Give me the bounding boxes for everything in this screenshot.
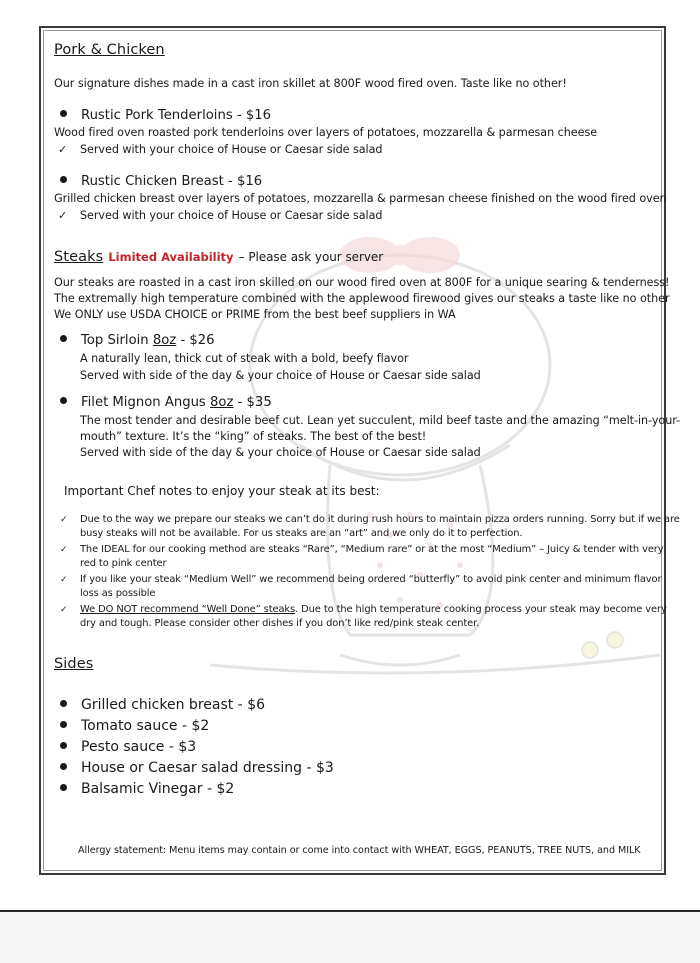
chef-note-text: The IDEAL for our cooking method are steaks “Rare”, “Medium rare” or at the most “Medium” – Juicy & tender with very [80, 544, 664, 555]
menu-item-desc: A naturally lean, thick cut of steak with a bold, beefy flavor [80, 352, 409, 365]
menu-item-pork [60, 108, 271, 123]
menu-item-chicken [60, 174, 262, 189]
menu-item-serve: Served with side of the day & your choice of House or Caesar side salad [80, 446, 481, 459]
checkmark-icon: ✓ [60, 605, 68, 615]
menu-item-note-text: Served with your choice of House or Caesar side salad [80, 209, 383, 222]
chef-notes-heading: Important Chef notes to enjoy your steak at its best: [64, 484, 380, 498]
menu-item-weight: 8oz [210, 395, 234, 410]
menu-item-price: - $35 [233, 395, 272, 410]
section-heading-steaks: Steaks [54, 249, 104, 265]
ask-server-text: – Please ask your server [238, 250, 384, 264]
bullet-icon [60, 176, 67, 183]
checkmark-icon: ✓ [58, 143, 68, 156]
bullet-icon [60, 763, 67, 770]
menu-item-name: Rustic Chicken Breast - $16 [81, 174, 263, 189]
pork-chicken-intro: Our signature dishes made in a cast iron skillet at 800F wood fired oven. Taste like no other! [54, 77, 567, 90]
side-item-label: House or Caesar salad dressing - $3 [81, 760, 334, 776]
chef-note-warning: We DO NOT recommend “Well Done” steaks [80, 604, 296, 615]
chef-note-text: . Due to the high temperature cooking process your steak may become very [295, 604, 667, 615]
menu-item-weight: 8oz [152, 333, 177, 348]
checkmark-icon: ✓ [58, 209, 68, 222]
menu-item-note-text: Served with your choice of House or Caesar side salad [80, 143, 383, 156]
menu-item-top-sirloin [60, 333, 215, 348]
side-item-label: Balsamic Vinegar - $2 [81, 781, 235, 797]
checkmark-icon: ✓ [60, 515, 68, 525]
steaks-intro-line: We ONLY use USDA CHOICE or PRIME from the best beef suppliers in WA [54, 308, 456, 321]
side-item [60, 760, 334, 776]
chef-note-text: busy steaks will not be available. For us steaks are an “art” and we only do it to perfection. [80, 528, 523, 539]
side-item [60, 781, 234, 797]
chef-note-text: dry and tough. Please consider other dishes if you don’t like red/pink steak center. [80, 618, 480, 629]
steaks-intro-line: Our steaks are roasted in a cast iron skilled on our wood fired oven at 800F for a unique searing & tenderness! [54, 276, 670, 289]
menu-item-price: - $26 [176, 333, 215, 348]
chef-note [60, 574, 661, 585]
menu-item-note [58, 209, 382, 222]
bullet-icon [60, 700, 67, 707]
bullet-icon [60, 742, 67, 749]
section-heading-pork-chicken: Pork & Chicken [54, 42, 165, 58]
menu-item-desc: Wood fired oven roasted pork tenderloins over layers of potatoes, mozzarella & parmesan cheese [54, 126, 598, 139]
chef-note [60, 604, 667, 615]
next-page-strip [0, 912, 700, 963]
menu-item-serve: Served with side of the day & your choice of House or Caesar side salad [80, 369, 481, 382]
bullet-icon [60, 721, 67, 728]
menu-item-desc: The most tender and desirable beef cut. Lean yet succulent, mild beef taste and the amazing “melt-in-your- [80, 414, 681, 427]
background-illustration [180, 215, 680, 715]
menu-item-note [58, 143, 382, 156]
menu-item-desc: Grilled chicken breast over layers of potatoes, mozzarella & parmesan cheese finished on the wood fired oven [54, 192, 667, 205]
bullet-icon [60, 397, 67, 404]
checkmark-icon: ✓ [60, 545, 68, 555]
bullet-icon [60, 784, 67, 791]
menu-item-filet-mignon [60, 395, 272, 410]
checkmark-icon: ✓ [60, 575, 68, 585]
menu-item-name: Top Sirloin [81, 333, 153, 348]
allergy-statement: Allergy statement: Menu items may contain or come into contact with WHEAT, EGGS, PEANUTS, TREE NUTS, and MILK [78, 845, 641, 856]
section-heading-sides: Sides [54, 656, 94, 672]
steaks-heading-line [54, 246, 383, 265]
limited-availability-badge: Limited Availability [108, 250, 234, 264]
chef-note [60, 544, 664, 555]
chef-note-text: red to pink center [80, 558, 167, 569]
bullet-icon [60, 335, 67, 342]
chef-note-text: If you like your steak “Medium Well” we recommend being ordered “butterfly” to avoid pink center and minimum flavor [80, 574, 662, 585]
side-item-label: Pesto sauce - $3 [81, 739, 197, 755]
side-item-label: Grilled chicken breast - $6 [81, 697, 266, 713]
side-item-label: Tomato sauce - $2 [81, 718, 210, 734]
side-item [60, 718, 209, 734]
side-item [60, 697, 265, 713]
menu-item-desc: mouth” texture. It’s the “king” of steaks. The best of the best! [80, 430, 427, 443]
bullet-icon [60, 110, 67, 117]
menu-item-name: Filet Mignon Angus [81, 395, 210, 410]
side-item [60, 739, 196, 755]
steaks-intro-line: The extremally high temperature combined with the applewood firewood gives our steaks a taste like no other [54, 292, 670, 305]
menu-item-name: Rustic Pork Tenderloins - $16 [81, 108, 272, 123]
chef-note [60, 514, 680, 525]
chef-note-text: loss as possible [80, 588, 156, 599]
chef-note-text: Due to the way we prepare our steaks we can’t do it during rush hours to maintain pizza orders running. Sorry but if we are [80, 514, 680, 525]
